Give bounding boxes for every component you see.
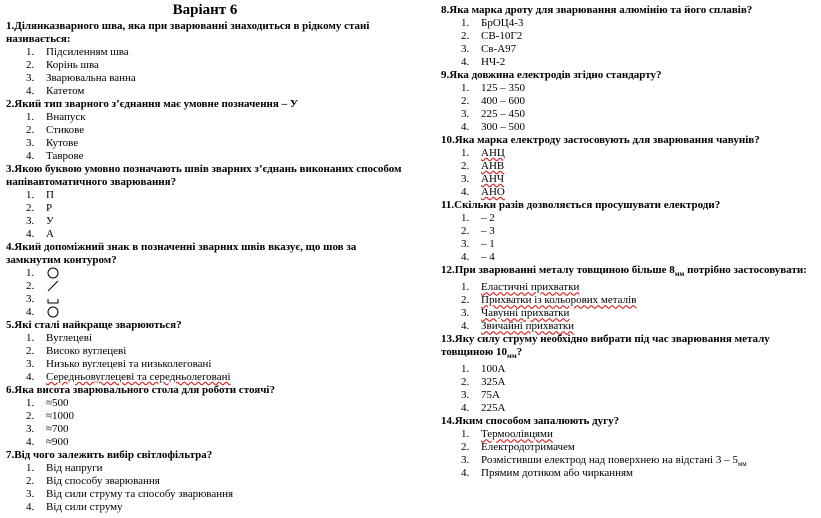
answer-option: 2. СВ-10Г2 — [461, 30, 523, 42]
answer-option: 2. Прихватки із кольорових металів — [461, 294, 637, 307]
answer-option: 3. ≈700 — [26, 423, 69, 435]
answer-option: 4. — [6, 306, 406, 319]
answer-option: 3. – 1 — [461, 238, 495, 250]
answer-option: 4. НЧ-2 — [461, 56, 506, 68]
answer-list — [6, 462, 406, 514]
answer-option: 4. Звичайні прихватки — [461, 320, 575, 333]
answer-option: 3. Зварювальна ванна — [26, 72, 136, 84]
question-text: 7.Від чого залежить вибір світлофільтра? — [6, 449, 213, 461]
answer-option: 2. — [6, 280, 406, 293]
circle-icon — [46, 267, 60, 279]
answer-option: 1. ≈500 — [26, 397, 69, 409]
answer-option: 3. Чавунні прихватки — [461, 307, 570, 320]
answer-option: 1. АНЦ — [461, 147, 505, 159]
answer-option: 1. Вуглецеві — [26, 332, 93, 344]
answer-option: 4. Прямим дотиком або чирканням — [461, 467, 633, 480]
answer-option: 2. 325А — [461, 376, 506, 389]
answer-option: 2. Стикове — [26, 124, 85, 136]
question-text: 1.Ділянказварного шва, яка при зварюванні знаходиться в рідкому стані називається: — [6, 20, 370, 45]
circle-icon — [46, 306, 60, 318]
answer-option: 2. Високо вуглецеві — [26, 345, 127, 357]
answer-option: 3. Низько вуглецеві та низьколеговані — [26, 358, 212, 370]
answer-list — [6, 111, 406, 163]
answer-option: 4. Середньовуглецеві та середньолеговані — [26, 371, 231, 383]
answer-option: 4. – 4 — [461, 251, 495, 263]
answer-option: 3. Розмістивши електрод над поверхнею на відстані $3 - 5_{мм}$ — [461, 454, 747, 469]
question-text: 14.Яким способом запалюють дугу? — [441, 415, 620, 428]
answer-option: 1. П — [26, 189, 54, 201]
answer-option: 3. 75А — [461, 389, 500, 402]
right-column — [441, 4, 819, 480]
answer-option: 2. Від способу зварювання — [26, 475, 160, 487]
answer-option: 3. Від сили струму та способу зварювання — [26, 488, 234, 500]
answer-option: 3. АНЧ — [461, 173, 505, 185]
slash-icon — [46, 280, 60, 292]
answer-option: 3. У — [26, 215, 54, 227]
left-column — [6, 20, 406, 514]
answer-list — [441, 428, 819, 480]
answer-list — [441, 17, 819, 69]
question-text: 13.Яку силу струму необхідно вибрати під час зварювання металу товщиною $10_{мм}$? — [441, 333, 770, 361]
question-text: 5.Які сталі найкраще зварюються? — [6, 319, 182, 331]
answer-list — [6, 267, 406, 319]
question-text: 12.При зварюванні металу товщиною більше $8_{мм}$ потрібно застосовувати: — [441, 264, 807, 279]
question-text: 9.Яка довжина електродів згідно стандарту? — [441, 69, 662, 81]
answer-list — [6, 46, 406, 98]
answer-list — [441, 281, 819, 333]
answer-list — [6, 189, 406, 241]
answer-option: 4. Від сили струму — [26, 501, 123, 513]
answer-option: 2. Електродотримачем — [461, 441, 575, 454]
answer-list — [6, 332, 406, 384]
answer-option: 2. Р — [26, 202, 53, 214]
answer-option: 3. Св-А97 — [461, 43, 517, 55]
answer-option: 1. Термоолівцями — [461, 428, 553, 441]
answer-option: 1. Еластичні прихватки — [461, 281, 580, 294]
answer-option: 1. Внапуск — [26, 111, 86, 123]
answer-option: 2. Корінь шва — [26, 59, 99, 71]
answer-option: 1. 100А — [461, 363, 506, 376]
answer-option: 2. ≈1000 — [26, 410, 75, 422]
answer-option: 1. БрОЦ4-3 — [461, 17, 524, 29]
answer-option: 2. – 3 — [461, 225, 495, 237]
answer-list — [441, 363, 819, 415]
question-text: 2.Який тип зварного з’єднання має умовне позначення – У — [6, 98, 298, 110]
answer-option: 4. АНО — [461, 186, 505, 198]
question-text: 10.Яка марка електроду застосовують для зварювання чавунів? — [441, 134, 760, 146]
answer-list — [441, 147, 819, 199]
answer-option: 2. 400 – 600 — [461, 95, 525, 107]
answer-option: 4. 225А — [461, 402, 506, 415]
question-text: 4.Який допоміжний знак в позначенні зварних швів вказує, що шов за замкнутим контуром? — [6, 241, 357, 266]
answer-option: 4. Катетом — [26, 85, 85, 97]
answer-list — [441, 212, 819, 264]
answer-option: 3. — [6, 293, 406, 306]
square-bracket-icon — [46, 293, 60, 305]
question-text: 8.Яка марка дроту для зварювання алюмінію та його сплавів? — [441, 4, 753, 16]
question-text: 3.Якою буквою умовно позначають швів зварних з’єднань виконаних способом напівавтоматичного зварювання? — [6, 163, 402, 188]
answer-option: 3. Кутове — [26, 137, 79, 149]
answer-option: 4. ≈900 — [26, 436, 69, 448]
answer-option: 4. А — [26, 228, 54, 240]
answer-option: 1. Підсиленням шва — [26, 46, 129, 58]
answer-option: 1. – 2 — [461, 212, 495, 224]
answer-option: 1. Від напруги — [26, 462, 103, 474]
answer-option: 3. 225 – 450 — [461, 108, 525, 120]
answer-option: 2. АНВ — [461, 160, 505, 172]
question-text: 6.Яка висота зварювального стола для роботи стоячі? — [6, 384, 275, 396]
question-text: 11.Скільки разів дозволяється просушувати електроди? — [441, 199, 721, 211]
answer-option: 4. Таврове — [26, 150, 84, 162]
answer-option: 1. — [6, 267, 406, 280]
answer-option: 1. 125 – 350 — [461, 82, 525, 94]
page-title: Варіант 6 — [172, 2, 238, 18]
answer-option: 4. 300 – 500 — [461, 121, 525, 133]
answer-list — [6, 397, 406, 449]
answer-list — [441, 82, 819, 134]
